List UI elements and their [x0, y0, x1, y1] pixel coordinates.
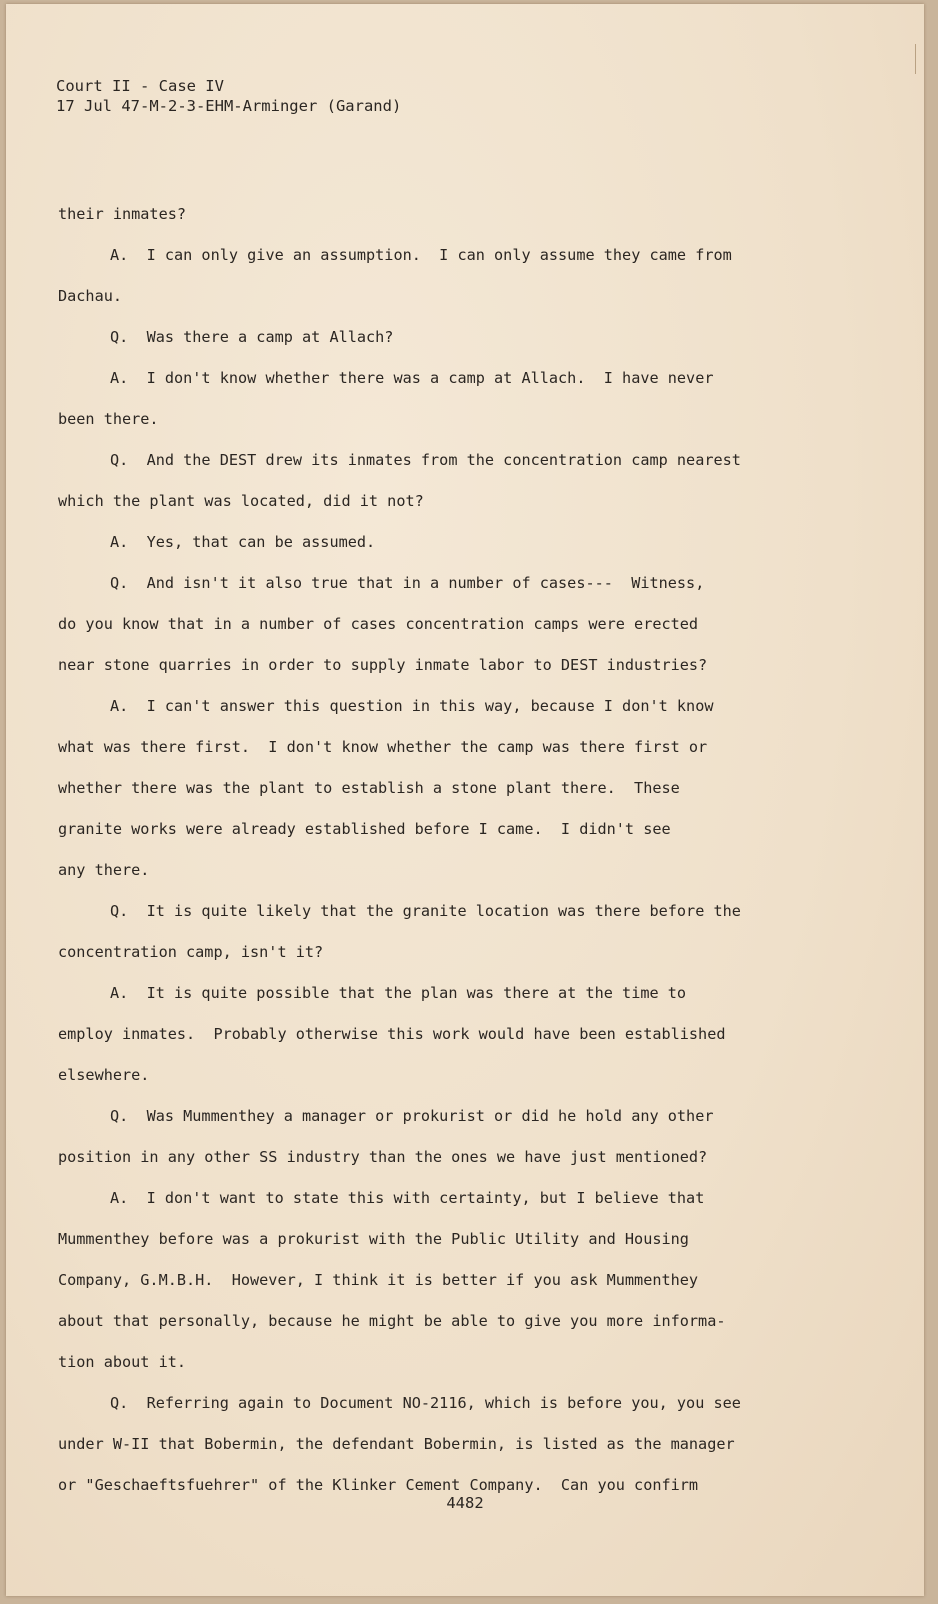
paper-edge-mark: [915, 44, 916, 74]
transcript-line: whether there was the plant to establish a stone plant there. These: [58, 779, 680, 797]
transcript-line: A. I can only give an assumption. I can only assume they came from: [110, 246, 732, 264]
transcript-line: tion about it.: [58, 1353, 187, 1371]
transcript-line: their inmates?: [58, 205, 187, 223]
transcript-line: Q. And isn't it also true that in a number of cases--- Witness,: [110, 574, 705, 592]
transcript-line: A. I can't answer this question in this way, because I don't know: [110, 697, 714, 715]
transcript-line: employ inmates. Probably otherwise this work would have been established: [58, 1025, 726, 1043]
transcript-line: Q. It is quite likely that the granite location was there before the: [110, 902, 741, 920]
transcript-line: A. It is quite possible that the plan was there at the time to: [110, 984, 687, 1002]
transcript-line: Company, G.M.B.H. However, I think it is better if you ask Mummenthey: [58, 1271, 699, 1289]
transcript-line: Q. Was there a camp at Allach?: [110, 328, 394, 346]
transcript-line: concentration camp, isn't it?: [58, 943, 324, 961]
transcript-line: what was there first. I don't know whether the camp was there first or: [58, 738, 708, 756]
transcript-line: Q. And the DEST drew its inmates from the concentration camp nearest: [110, 451, 741, 469]
transcript-line: granite works were already established before I came. I didn't see: [58, 820, 671, 838]
transcript-body: [58, 194, 838, 1506]
document-header: [56, 76, 401, 116]
transcript-line: do you know that in a number of cases concentration camps were erected: [58, 615, 699, 633]
transcript-line: position in any other SS industry than the ones we have just mentioned?: [58, 1148, 708, 1166]
transcript-line: A. I don't know whether there was a camp at Allach. I have never: [110, 369, 714, 387]
header-court-case: Court II - Case IV: [56, 77, 224, 95]
transcript-line: or "Geschaeftsfuehrer" of the Klinker Cement Company. Can you confirm: [58, 1476, 699, 1494]
transcript-line: A. Yes, that can be assumed.: [110, 533, 376, 551]
page-number: 4482: [446, 1494, 484, 1512]
transcript-line: Dachau.: [58, 287, 123, 305]
transcript-line: Mummenthey before was a prokurist with the Public Utility and Housing: [58, 1230, 689, 1248]
transcript-line: under W-II that Bobermin, the defendant Bobermin, is listed as the manager: [58, 1435, 735, 1453]
transcript-line: elsewhere.: [58, 1066, 150, 1084]
transcript-line: Q. Referring again to Document NO-2116, which is before you, you see: [110, 1394, 741, 1412]
header-date-code: 17 Jul 47-M-2-3-EHM-Arminger (Garand): [56, 97, 402, 115]
transcript-line: been there.: [58, 410, 159, 428]
transcript-line: about that personally, because he might be able to give you more informa-: [58, 1312, 726, 1330]
transcript-line: which the plant was located, did it not?: [58, 492, 424, 510]
transcript-line: A. I don't want to state this with certainty, but I believe that: [110, 1189, 705, 1207]
document-page: [6, 4, 924, 1596]
transcript-line: Q. Was Mummenthey a manager or prokurist or did he hold any other: [110, 1107, 714, 1125]
transcript-line: near stone quarries in order to supply inmate labor to DEST industries?: [58, 656, 708, 674]
transcript-line: any there.: [58, 861, 150, 879]
